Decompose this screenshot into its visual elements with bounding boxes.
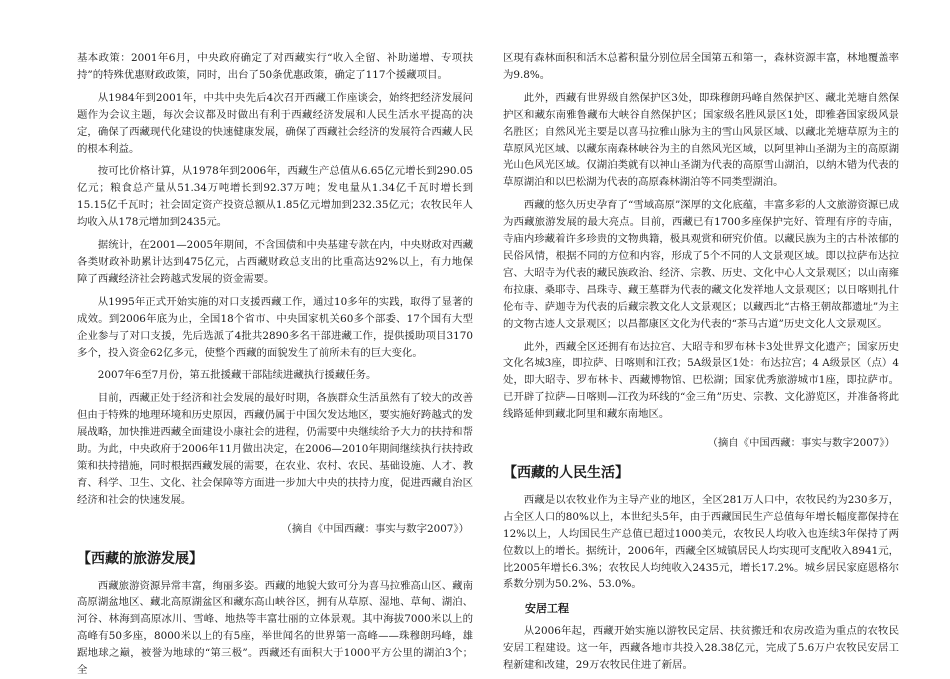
paragraph-cultural-heritage: 西藏的悠久历史孕育了“雪域高原”深厚的文化底蕴，丰富多彩的人文旅游资源已成为西藏旅游发展的最大亮点。目前，西藏已有1700多座保护完好、管理有序的寺庙，寺庙内珍藏着许多珍贵的文物典籍，极具观赏和研究价值。以藏民族为主的古朴浓郁的民俗风情，根据不同的方位和内容，形成了5个不同的人文景观区域。即以拉萨布达拉宫、大昭寺为代表的藏民族政治、经济、宗教、历史、文化中心人文景观区；以山南雍布拉康、桑耶寺、昌珠寺、藏王墓群为代表的藏文化发祥地人文景观区；以日喀则扎什伦布寺、萨迦寺为代表的后藏宗教文化人文景观区；以藏西北“古格王朝故都遗址”为主的文物古迹人文景观区；以昌都康区文化为代表的“茶马古道”历史文化人文景观区。: [503, 199, 899, 330]
paragraph-policy-basics: 基本政策：2001年6月，中央政府确定了对西藏实行“收入全留、补助递增、专项扶持”的特殊优惠财政政策，同时，出台了50条优惠政策，确定了117个援藏项目。: [77, 52, 473, 81]
left-column: [77, 50, 473, 679]
source-citation: （摘自《中国西藏：事实与数字2007》）: [281, 522, 469, 535]
paragraph-nature-reserves: 此外，西藏有世界级自然保护区3处，即珠穆朗玛峰自然保护区、藏北羌塘自然保护区和藏东南雅鲁藏布大峡谷自然保护区；国家级名胜风景区1处，即雅砻国家级风景名胜区；自然风光主要是以喜马拉雅山脉为主的雪山风景区域、以藏北羌塘草原为主的草原风光区域、以藏东南森林峡谷为主的自然风光区域，以阿里神山圣湖为主的高原湖光山色风光区域。仅湖泊类就有以神山圣湖为代表的高原雪山湖泊，以纳木错为代表的草原湖泊和以巴松湖为代表的高原森林湖泊等不同类型湖泊。: [503, 91, 899, 189]
paragraph-counterpart-support: 从1995年正式开始实施的对口支援西藏工作，通过10多年的实践，取得了显著的成效。到2006年底为止，全国18个省市、中央国家机关60多个部委、17个国有大型企业参与了对口支援，先后选派了4批共2890多名干部进藏工作，提供援助项目3170多个，投入资金62亿多元，使整个西藏的面貌发生了前所未有的巨大变化。: [77, 295, 473, 359]
right-column: [503, 50, 899, 674]
paragraph-housing-project: 从2006年起，西藏开始实施以游牧民定居、扶贫搬迁和农房改造为重点的农牧民安居工程建设。这一年，西藏各地市共投入28.38亿元，完成了5.6万户农牧民安居工程新建和改建，29万农牧民住进了新居。: [503, 625, 899, 672]
paragraph-growth-statistics: 按可比价格计算，从1978年到2006年，西藏生产总值从6.65亿元增长到290.05亿元；粮食总产量从51.34万吨增长到92.37万吨；发电量从1.34亿千瓦时增长到15.15亿千瓦时；社会固定资产投资总额从1.85亿元增加到232.35亿元；农牧民年人均收入从178元增加到2435元。: [77, 165, 473, 229]
paragraph-fifth-batch-cadres: 2007年6至7月份，第五批援藏干部陆续进藏执行援藏任务。: [97, 369, 377, 382]
subheading-housing-project: 安居工程: [525, 602, 569, 616]
paragraph-fiscal-subsidy: 据统计，在2001—2005年期间，不含国债和中央基建专款在内，中央财政对西藏各类财政补助累计达到475亿元，占西藏财政总支出的比重高达92%以上，有力地保障了西藏经济社会跨越式发展的资金需要。: [77, 239, 473, 285]
paragraph-income: 西藏是以农牧业作为主导产业的地区，全区281万人口中，农牧民约为230多万，占全区人口的80%以上，本世纪头5年，由于西藏国民生产总值每年增长幅度都保持在12%以上，人均国民生产总值已超过1000美元，农牧民人均收入也连续3年保持了两位数以上的增长。据统计，2006年，西藏全区城镇居民人均实现可支配收入8941元，比2005年增长6.3%；农牧民人均纯收入2435元，增长17.2%。城乡居民家庭恩格尔系数分别为50.2%、53.0%。: [503, 493, 899, 591]
section-heading-people-life: 【西藏的人民生活】: [503, 464, 629, 481]
paragraph-forest-resources: 区現有森林面积和活木总蓄积量分别位居全国第五和第一，森林资源丰富，林地覆盖率为9.8%。: [503, 52, 899, 81]
paragraph-work-conferences: 从1984年到2001年，中共中央先后4次召开西藏工作座谈会，始终把经济发展问题作为会议主题，每次会议都及时做出有利于西藏经济发展和人民生活水平提高的决定，确保了西藏现代化建设的快速健康发展，确保了西藏社会经济的发展符合西藏人民的根本利益。: [77, 91, 473, 155]
paragraph-world-heritage-sites: 此外，西藏全区还拥有布达拉宫、大昭寺和罗布林卡3处世界文化遗产；国家历史文化名城3座，即拉萨、日喀则和江孜；5A级景区1处：布达拉宫；4 A级景区（点）4处，即大昭寺、罗布林卡、西藏博物馆、巴松湖；国家优秀旅游城市1座，即拉萨市。已开辟了拉萨—日喀则—江孜为环线的“金三角”历史、宗教、文化游览区，并准备将此线路延伸到藏北阿里和藏东南地区。: [503, 340, 899, 421]
paragraph-current-development: 目前，西藏正处于经济和社会发展的最好时期，各族群众生活虽然有了较大的改善但由于特殊的地理环境和历史原因，西藏仍属于中国欠发达地区，要实施好跨越式的发展战略，加快推进西藏全面建设小康社会的进程，仍需要中央继续给予大力的扶持和帮助。为此，中央政府于2006年11月做出决定，在2006—2010年期间继续执行扶持政策和扶持措施，同时根据西藏发展的需要，在农业、农村、农民、基础设施、人才、教育、科学、卫生、文化、社会保障等方面进一步加大中央的扶持力度，促进西藏自治区经济和社会的快速发展。: [77, 392, 473, 506]
source-citation: （摘自《中国西藏：事实与数字2007》）: [707, 437, 895, 450]
paragraph-tourism-resources: 西藏旅游资源异常丰富，绚丽多姿。西藏的地貌大致可分为喜马拉雅高山区、藏南高原湖盆地区、藏北高原湖盆区和藏东高山峡谷区，拥有从草原、湿地、草甸、湖泊、河谷、林海到高原冰川、雪峰、地热等丰富壮丽的立体景观。其中海拔7000米以上的高峰有50多座，8000米以上的有5座，举世闻名的世界第一高峰——珠穆朗玛峰，雄踞地球之巅，被誉为地球的“第三极”。西藏还有面积大于1000平方公里的湖泊3个；全: [77, 579, 473, 677]
section-heading-tourism: 【西藏的旅游发展】: [77, 550, 203, 567]
